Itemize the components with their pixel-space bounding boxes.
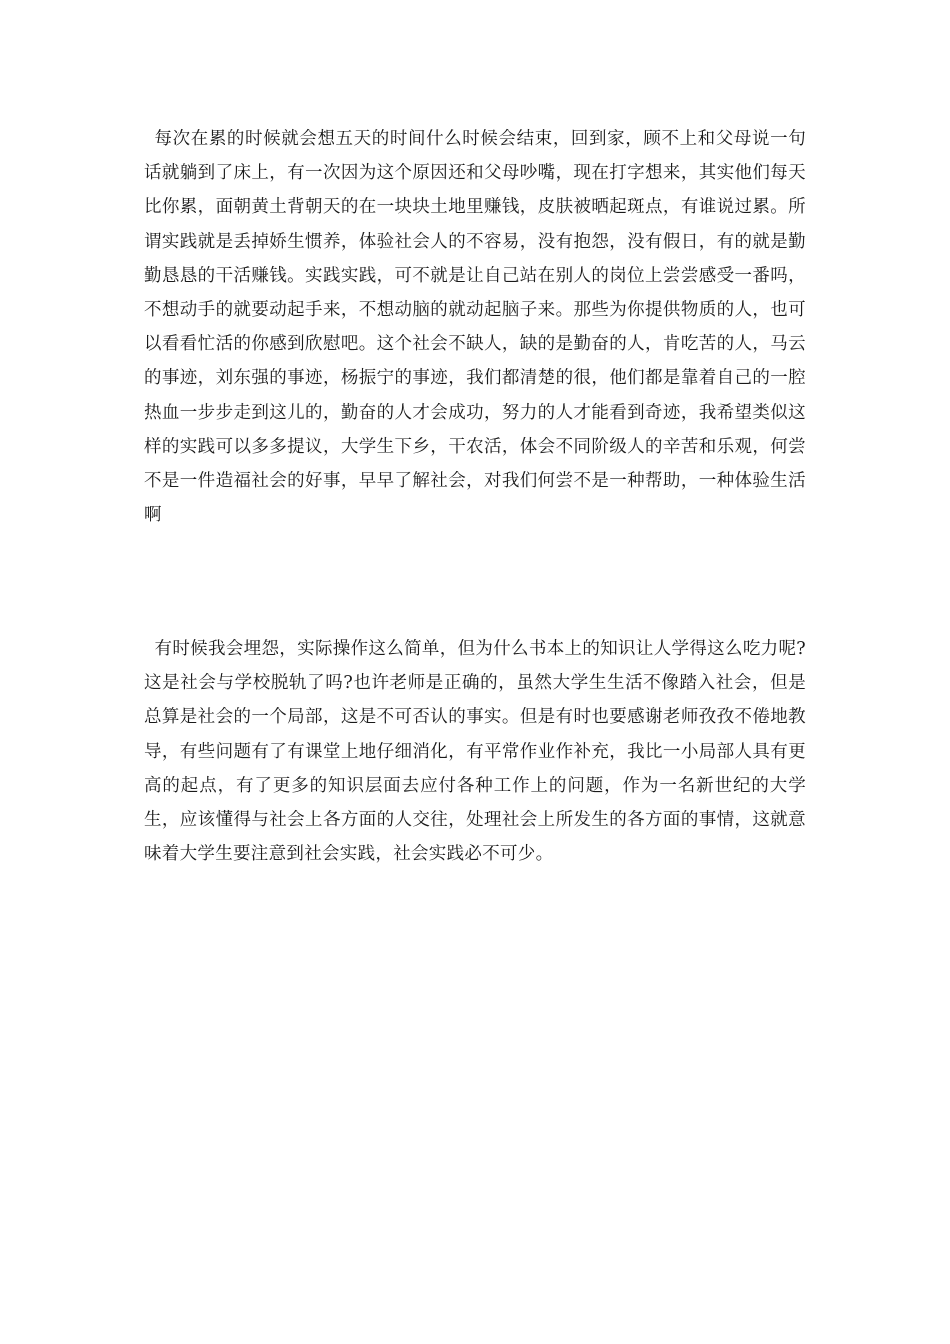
body-paragraph-1: 每次在累的时候就会想五天的时间什么时候会结束，回到家，顾不上和父母说一句话就躺到了床上，有一次因为这个原因还和父母吵嘴，现在打字想来，其实他们每天比你累，面朝黄土背朝天的在一块块土地里赚钱，皮肤被晒起斑点，有谁说过累。所谓实践就是丢掉娇生惯养，体验社会人的不容易，没有抱怨，没有假日，有的就是勤勤恳恳的干活赚钱。实践实践，可不就是让自己站在别人的岗位上尝尝感受一番吗，不想动手的就要动起手来，不想动脑的就动起脑子来。那些为你提供物质的人，也可以看看忙活的你感到欣慰吧。这个社会不缺人，缺的是勤奋的人，肯吃苦的人，马云的事迹，刘东强的事迹，杨振宁的事迹，我们都清楚的很，他们都是靠着自己的一腔热血一步步走到这儿的，勤奋的人才会成功，努力的人才能看到奇迹，我希望类似这样的实践可以多多提议，大学生下乡，干农活，体会不同阶级人的辛苦和乐观，何尝不是一件造福社会的好事，早早了解社会，对我们何尝不是一种帮助，一种体验生活啊 <box>144 129 806 526</box>
body-paragraph-2: 有时候我会埋怨，实际操作这么简单，但为什么书本上的知识让人学得这么吃力呢?这是社会与学校脱轨了吗?也许老师是正确的，虽然大学生生活不像踏入社会，但是总算是社会的一个局部，这是不可否认的事实。但是有时也要感谢老师孜孜不倦地教导，有些问题有了有课堂上地仔细消化，有平常作业作补充，我比一小局部人具有更高的起点，有了更多的知识层面去应付各种工作上的问题，作为一名新世纪的大学生，应该懂得与社会上各方面的人交往，处理社会上所发生的各方面的事情，这就意味着大学生要注意到社会实践，社会实践必不可少。 <box>144 639 806 865</box>
